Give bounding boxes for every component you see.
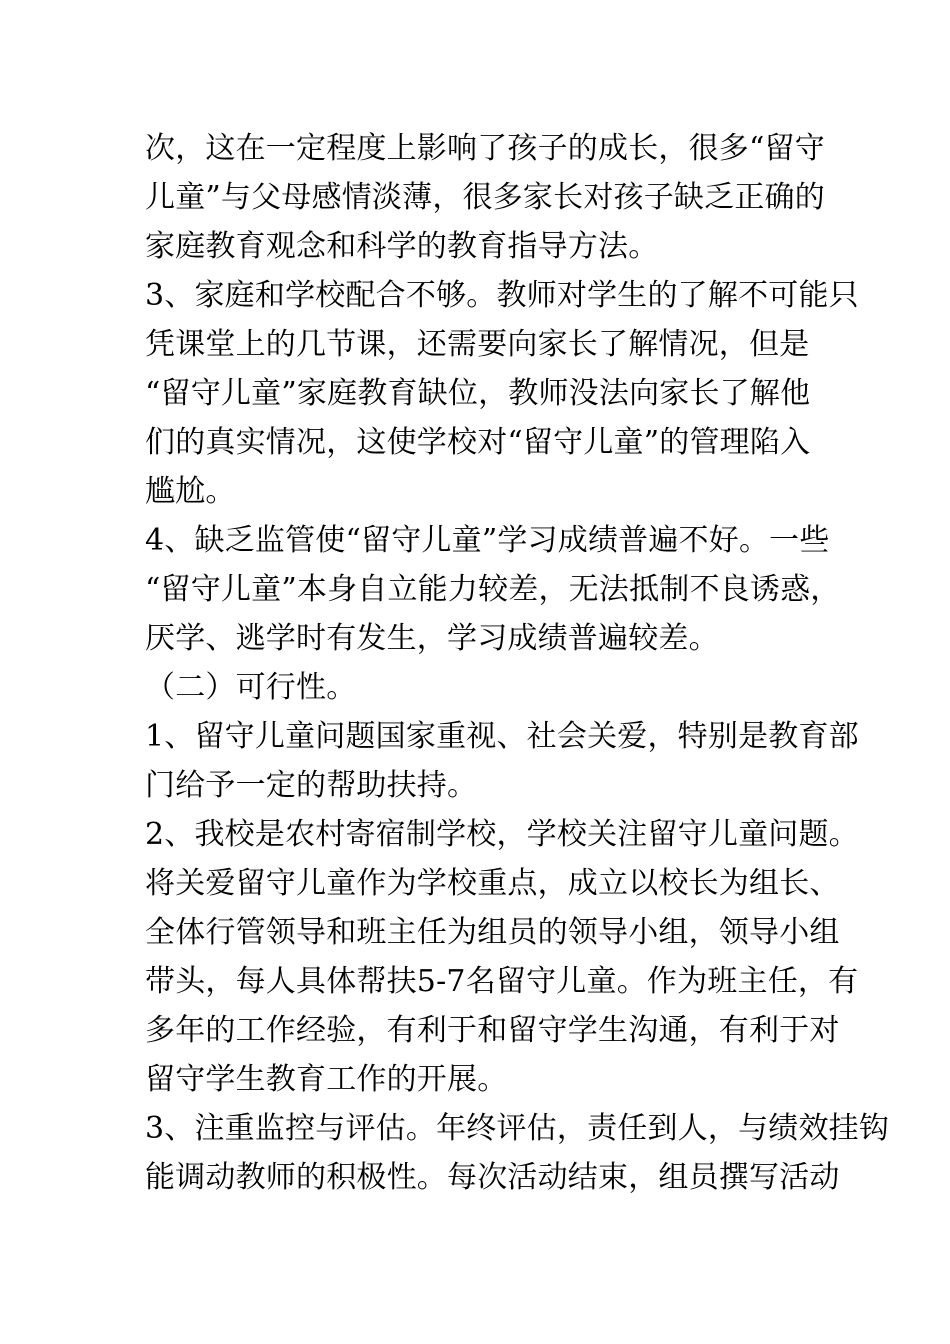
text-line: 能调动教师的积极性。每次活动结束，组员撰写活动: [145, 1160, 840, 1195]
paragraph-feasibility-3: [145, 1104, 890, 1202]
text-line: 留守学生教育工作的开展。: [145, 1062, 508, 1097]
paragraph-impact-on-children: [145, 124, 835, 271]
text-line: 1、留守儿童问题国家重视、社会关爱，特别是教育部: [145, 719, 859, 754]
text-line: 门给予一定的帮助扶持。: [145, 768, 478, 803]
text-line: 尴尬。: [145, 474, 236, 509]
paragraph-point-3-family-school: [145, 271, 859, 516]
paragraph-point-4-supervision: [145, 516, 841, 663]
text-line: 次，这在一定程度上影响了孩子的成长，很多“留守: [145, 131, 825, 166]
text-line: “留守儿童”家庭教育缺位，教师没法向家长了解他: [145, 376, 811, 411]
text-line: 多年的工作经验，有利于和留守学生沟通，有利于对: [145, 1013, 840, 1048]
text-line: 带头，每人具体帮扶5-7名留守儿童。作为班主任，有: [145, 964, 859, 999]
text-line: 将关爱留守儿童作为学校重点，成立以校长为组长、: [145, 866, 840, 901]
text-line: 4、缺乏监管使“留守儿童”学习成绩普遍不好。一些: [145, 523, 830, 558]
document-body: [145, 124, 890, 1202]
text-line: “留守儿童”本身自立能力较差，无法抵制不良诱惑，: [145, 572, 841, 607]
text-line: 家庭教育观念和科学的教育指导方法。: [145, 229, 659, 264]
text-line: 3、家庭和学校配合不够。教师对学生的了解不可能只: [145, 278, 859, 313]
section-heading-feasibility: [145, 663, 835, 712]
text-line: 厌学、逃学时有发生，学习成绩普遍较差。: [145, 621, 719, 656]
text-line: 3、注重监控与评估。年终评估，责任到人，与绩效挂钩: [145, 1111, 890, 1146]
paragraph-feasibility-2: [145, 810, 859, 1104]
text-line: 儿童”与父母感情淡薄，很多家长对孩子缺乏正确的: [145, 180, 825, 215]
paragraph-feasibility-1: [145, 712, 859, 810]
text-line: （二）可行性。: [145, 670, 357, 705]
text-line: 们的真实情况，这使学校对“留守儿童”的管理陷入: [145, 425, 811, 460]
text-line: 2、我校是农村寄宿制学校，学校关注留守儿童问题。: [145, 817, 859, 852]
text-line: 凭课堂上的几节课，还需要向家长了解情况，但是: [145, 327, 810, 362]
text-line: 全体行管领导和班主任为组员的领导小组，领导小组: [145, 915, 840, 950]
